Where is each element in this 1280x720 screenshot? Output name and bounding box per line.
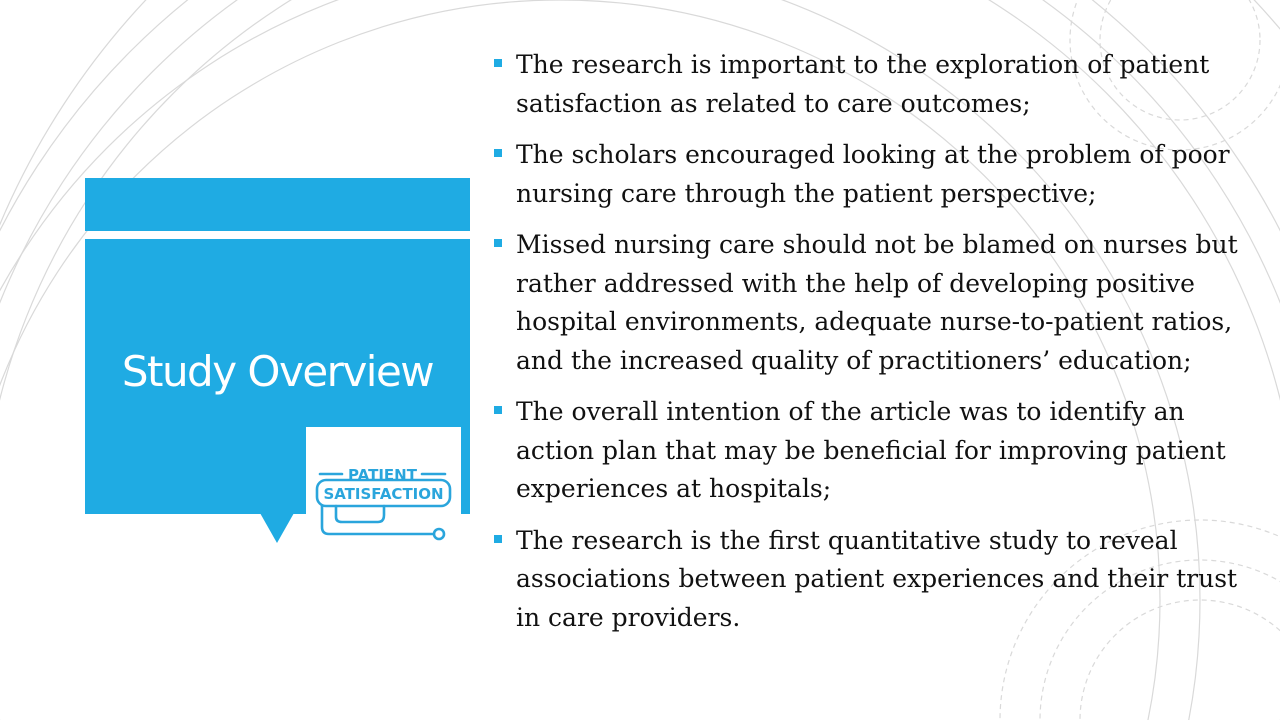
patient-satisfaction-logo (306, 427, 461, 547)
slide-title: Study Overview (121, 347, 434, 396)
bullet-text: The overall intention of the article was to identify an action plan that may be beneficial for improving patient experiences at hospitals; (516, 397, 1226, 503)
title-panel-pointer (260, 513, 294, 543)
list-item (493, 522, 1268, 638)
logo-line1: PATIENT (348, 466, 417, 484)
bullet-list (493, 46, 1268, 650)
square-bullet-icon (494, 239, 502, 247)
list-item (493, 136, 1268, 213)
list-item (493, 226, 1268, 380)
list-item (493, 393, 1268, 509)
logo-line2: SATISFACTION (323, 485, 444, 503)
stethoscope-logo-icon (306, 427, 461, 547)
square-bullet-icon (494, 59, 502, 67)
square-bullet-icon (494, 406, 502, 414)
title-accent-bar (85, 178, 470, 231)
list-item (493, 46, 1268, 123)
square-bullet-icon (494, 535, 502, 543)
square-bullet-icon (494, 149, 502, 157)
bullet-text: The scholars encouraged looking at the problem of poor nursing care through the patient perspective; (516, 140, 1230, 208)
bullet-text: The research is important to the exploration of patient satisfaction as related to care outcomes; (516, 50, 1210, 118)
bullet-text: The research is the first quantitative study to reveal associations between patient experiences and their trust in care providers. (516, 525, 1238, 632)
bullet-text: Missed nursing care should not be blamed on nurses but rather addressed with the help of developing positive hospital environments, adequate nurse-to-patient ratios, and the increased quality of practitioners’ education; (516, 230, 1238, 375)
